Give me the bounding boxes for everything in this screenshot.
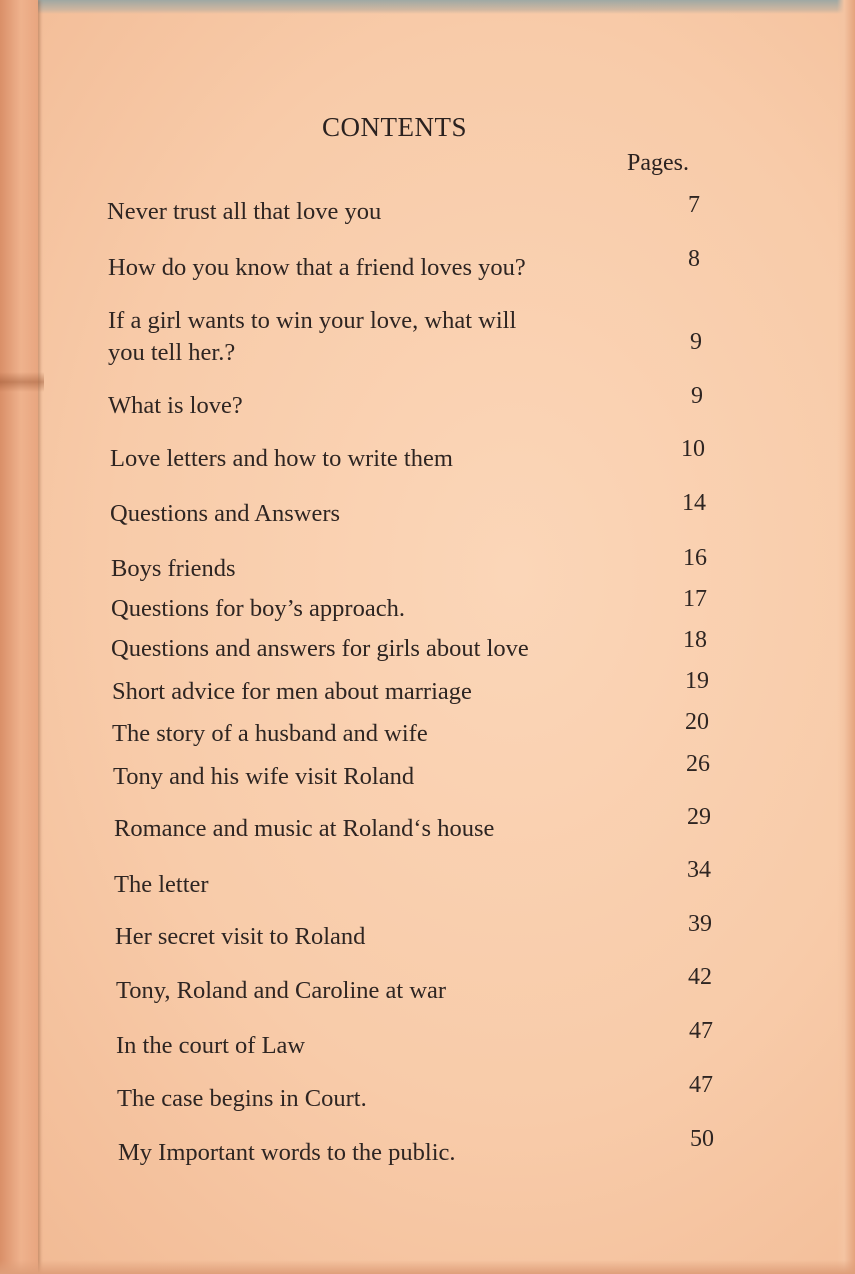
top-edge	[0, 0, 855, 14]
page-bottom-edge	[0, 1260, 855, 1274]
toc-entry-title: Boys friends	[111, 555, 236, 582]
toc-entry-title: My Important words to the public.	[118, 1139, 456, 1166]
toc-entry-title: Love letters and how to write them	[110, 445, 453, 472]
toc-entry-page: 10	[681, 436, 705, 462]
toc-entry-page: 19	[685, 668, 709, 694]
toc-entry-title: The letter	[114, 871, 209, 898]
toc-entry-title: If a girl wants to win your love, what will	[108, 307, 517, 334]
toc-entry-page: 9	[690, 329, 702, 355]
toc-entry-page: 39	[688, 911, 712, 937]
toc-entry-page: 17	[683, 586, 707, 612]
pages-column-heading: Pages.	[627, 150, 689, 176]
toc-entry-page: 16	[683, 545, 707, 571]
toc-entry-page: 7	[688, 192, 700, 218]
page-title: CONTENTS	[322, 112, 467, 142]
toc-entry-title: Never trust all that love you	[107, 198, 382, 225]
toc-entry-title: Romance and music at Roland‘s house	[114, 815, 495, 842]
toc-entry-title: Questions for boy’s approach.	[111, 595, 405, 622]
toc-entry-title: Tony, Roland and Caroline at war	[116, 977, 447, 1004]
toc-entry-page: 42	[688, 964, 712, 990]
toc-entry-page: 9	[691, 383, 703, 409]
toc-entry-title: Questions and Answers	[110, 500, 341, 527]
toc-entry-title: Tony and his wife visit Roland	[113, 763, 415, 790]
toc-entry-page: 26	[686, 751, 710, 777]
toc-entry-title: Questions and answers for girls about love	[111, 635, 529, 662]
toc-entry-title: Her secret visit to Roland	[115, 923, 366, 950]
toc-entry-page: 47	[689, 1018, 713, 1044]
toc-entry-page: 34	[687, 857, 711, 883]
toc-entry-title-line2: you tell her.?	[108, 339, 236, 366]
toc-entry-page: 47	[689, 1072, 713, 1098]
toc-entry-title: How do you know that a friend loves you?	[108, 254, 526, 281]
toc-entry-page: 20	[685, 709, 709, 735]
toc-entry-title: In the court of Law	[116, 1032, 306, 1059]
spine-crease	[0, 372, 44, 392]
toc-entry-page: 29	[687, 804, 711, 830]
toc-entry-page: 14	[682, 490, 706, 516]
toc-entry-title: What is love?	[108, 392, 243, 419]
toc-entry-page: 18	[683, 627, 707, 653]
toc-entry-page: 50	[690, 1126, 714, 1152]
toc-entry-title: The case begins in Court.	[117, 1085, 367, 1112]
toc-entry-page: 8	[688, 246, 700, 272]
toc-entry-title: Short advice for men about marriage	[112, 678, 472, 705]
toc-entry-title: The story of a husband and wife	[112, 720, 428, 747]
book-spine	[0, 0, 38, 1274]
page-right-edge	[837, 0, 855, 1274]
